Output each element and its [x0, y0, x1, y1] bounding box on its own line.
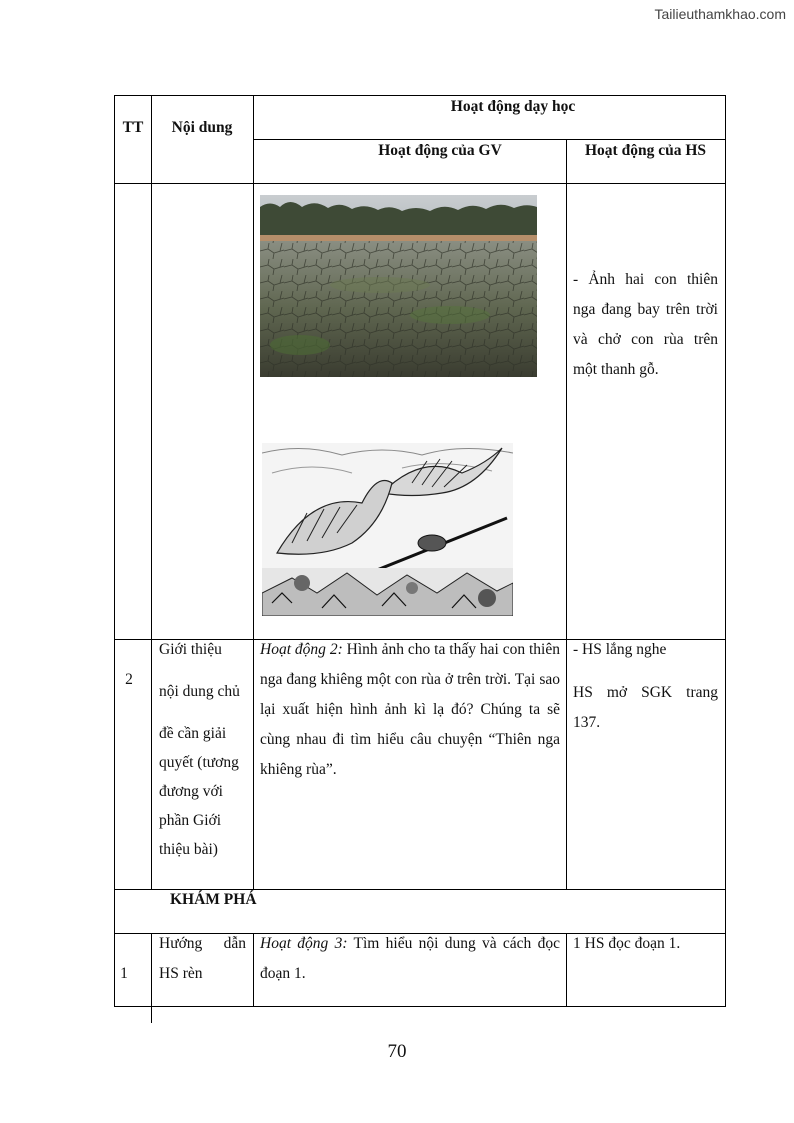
header-hoat-dong-day-hoc: Hoạt động dạy học	[450, 98, 576, 115]
page-number: 70	[387, 1041, 407, 1062]
column-divider	[151, 933, 152, 1023]
column-divider	[566, 933, 567, 1006]
row2-noi-dung-line: đề cần giải	[159, 725, 227, 742]
swans-carrying-turtle-illustration	[262, 443, 513, 616]
row2-noi-dung-line: đương với	[159, 783, 223, 800]
row2-hs-line1: - HS lắng nghe	[573, 641, 667, 658]
header-bottom-border	[114, 183, 726, 184]
row2-hs-line2: HS mở SGK trang 137.	[573, 684, 718, 731]
row2-noi-dung	[159, 635, 251, 864]
row2-noi-dung-line: Giới thiệu	[159, 641, 222, 658]
table-border-right	[725, 95, 726, 1006]
row2-noi-dung-line: thiệu bài)	[159, 841, 218, 858]
section-title-kham-pha: KHÁM PHÁ	[170, 891, 257, 908]
table-border-bottom	[114, 1006, 726, 1007]
row2-noi-dung-line: nội dung chủ	[159, 683, 240, 700]
row3-gv-body: Tìm hiểu nội dung và cách đọc đoạn 1.	[260, 935, 560, 982]
table-border-left	[114, 95, 115, 1006]
watermark: Tailieuthamkhao.com	[654, 6, 786, 22]
row3-hs-text: 1 HS đọc đoạn 1.	[573, 935, 681, 952]
row3-gv-text	[260, 929, 560, 989]
row3-gv-label: Hoạt động 3:	[260, 935, 348, 952]
row2-noi-dung-line: quyết (tương	[159, 754, 239, 771]
row2-gv-label: Hoạt động 2:	[260, 641, 343, 658]
row2-gv-body: Hình ảnh cho ta thấy hai con thiên nga đang khiêng một con rùa ở trên trời. Tại sao lại xuất hiện hình ảnh kì lạ đó? Chúng ta sẽ cùng nhau đi tìm hiểu câu chuyện “Thiên nga khiêng rùa”.	[260, 641, 560, 778]
column-divider	[253, 95, 254, 889]
dry-cracked-lake-photo	[260, 195, 537, 377]
row1-hs-text: - Ảnh hai con thiên nga đang bay trên trời và chở con rùa trên một thanh gỗ.	[573, 271, 718, 378]
row2-gv-text	[260, 635, 560, 785]
row2-noi-dung-line: phần Giới	[159, 812, 222, 829]
row3-tt: 1	[120, 965, 128, 982]
header-hoat-dong-gv: Hoạt động của GV	[378, 142, 502, 159]
column-divider	[151, 95, 152, 889]
column-divider	[253, 933, 254, 1006]
column-divider	[566, 139, 567, 889]
row3-noi-dung: Hướng dẫn HS rèn	[159, 935, 246, 982]
row2-hs-text	[573, 635, 718, 738]
row2-tt: 2	[125, 671, 133, 688]
header-hoat-dong-hs: Hoạt động của HS	[584, 142, 706, 159]
header-tt: TT	[122, 119, 144, 136]
header-noi-dung: Nội dung	[171, 119, 233, 136]
